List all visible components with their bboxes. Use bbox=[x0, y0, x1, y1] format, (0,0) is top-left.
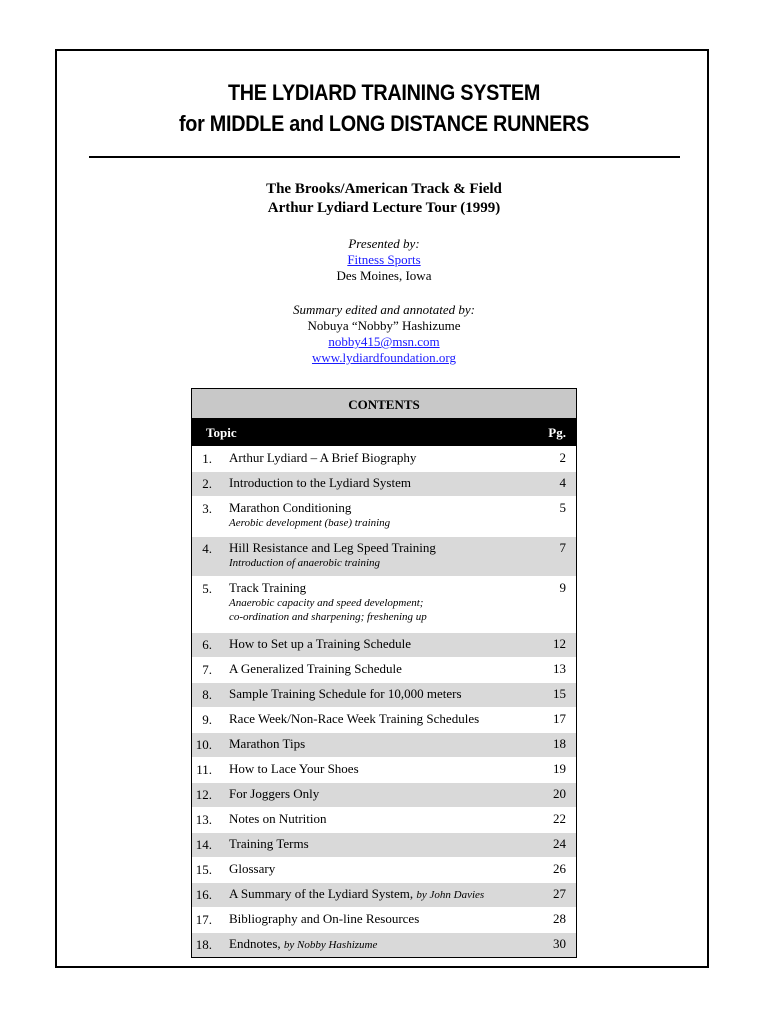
row-topic-text: A Summary of the Lydiard System, bbox=[229, 886, 414, 901]
page-column-header: Pg. bbox=[548, 425, 566, 440]
row-number: 12. bbox=[195, 787, 212, 802]
row-page-number: 22 bbox=[553, 811, 566, 826]
row-page-number: 20 bbox=[553, 786, 566, 801]
row-page-number: 15 bbox=[553, 686, 566, 701]
row-topic-text: Marathon Tips bbox=[229, 736, 306, 751]
row-topic bbox=[192, 933, 576, 956]
row-topic bbox=[192, 883, 576, 906]
row-topic bbox=[192, 472, 576, 494]
row-number: 11. bbox=[196, 762, 212, 777]
row-topic bbox=[192, 708, 576, 730]
row-topic bbox=[192, 577, 576, 627]
row-number: 5. bbox=[202, 581, 212, 596]
row-topic bbox=[192, 808, 576, 830]
row-page-number: 17 bbox=[553, 711, 566, 726]
row-author: by John Davies bbox=[416, 889, 485, 901]
row-topic bbox=[192, 833, 576, 855]
row-topic bbox=[192, 658, 576, 680]
summary-label: Summary edited and annotated by: bbox=[293, 302, 475, 317]
document-title bbox=[38, 77, 729, 139]
row-topic bbox=[192, 908, 576, 930]
presenter-block bbox=[0, 236, 768, 284]
subtitle-line-2: Arthur Lydiard Lecture Tour (1999) bbox=[267, 200, 501, 216]
table-row bbox=[192, 657, 576, 682]
table-row bbox=[192, 576, 576, 632]
row-number: 3. bbox=[202, 501, 212, 516]
row-page-number: 2 bbox=[559, 450, 566, 465]
row-topic-text: Marathon Conditioning bbox=[229, 500, 352, 515]
row-number: 2. bbox=[202, 476, 212, 491]
row-topic-text: Introduction to the Lydiard System bbox=[229, 475, 411, 490]
row-topic-text: A Generalized Training Schedule bbox=[229, 661, 402, 676]
row-number: 14. bbox=[195, 837, 212, 852]
table-row bbox=[192, 496, 576, 536]
table-row bbox=[192, 857, 576, 882]
row-topic bbox=[192, 858, 576, 880]
row-topic-text: Glossary bbox=[229, 861, 276, 876]
row-topic bbox=[192, 497, 576, 533]
row-number: 8. bbox=[202, 687, 212, 702]
contents-heading: CONTENTS bbox=[192, 389, 576, 419]
editor-email-link[interactable]: nobby415@msn.com bbox=[328, 334, 440, 349]
row-subtopic: Anaerobic capacity and speed development; bbox=[229, 597, 424, 609]
table-row bbox=[192, 932, 576, 957]
row-topic bbox=[192, 683, 576, 705]
row-number: 16. bbox=[195, 887, 212, 902]
editor-block bbox=[0, 302, 768, 366]
row-topic-text: Sample Training Schedule for 10,000 meters bbox=[229, 686, 462, 701]
row-topic bbox=[192, 758, 576, 780]
table-row bbox=[192, 782, 576, 807]
row-page-number: 19 bbox=[553, 761, 566, 776]
row-page-number: 4 bbox=[559, 475, 566, 490]
row-number: 4. bbox=[202, 541, 212, 556]
row-topic bbox=[192, 783, 576, 805]
table-row bbox=[192, 471, 576, 496]
row-topic-text: Endnotes, bbox=[229, 936, 281, 951]
row-number: 18. bbox=[195, 937, 212, 952]
topic-column-header: Topic bbox=[206, 425, 237, 440]
title-divider bbox=[89, 156, 680, 158]
table-row bbox=[192, 446, 576, 471]
table-row bbox=[192, 907, 576, 932]
row-subtopic: Introduction of anaerobic training bbox=[229, 557, 381, 569]
table-row bbox=[192, 707, 576, 732]
title-line-2: for MIDDLE and LONG DISTANCE RUNNERS bbox=[178, 111, 590, 136]
contents-column-headers bbox=[192, 419, 576, 446]
contents-rows bbox=[192, 446, 576, 957]
row-number: 7. bbox=[202, 662, 212, 677]
row-topic-text: Track Training bbox=[229, 580, 307, 595]
row-topic-text: For Joggers Only bbox=[229, 786, 320, 801]
table-row bbox=[192, 732, 576, 757]
table-row bbox=[192, 807, 576, 832]
row-page-number: 28 bbox=[553, 911, 566, 926]
row-number: 9. bbox=[202, 712, 212, 727]
row-page-number: 7 bbox=[559, 540, 566, 555]
editor-website-link[interactable]: www.lydiardfoundation.org bbox=[311, 350, 457, 365]
row-topic-text: How to Set up a Training Schedule bbox=[229, 636, 411, 651]
row-topic bbox=[192, 633, 576, 655]
presenter-location: Des Moines, Iowa bbox=[336, 268, 432, 283]
table-row bbox=[192, 757, 576, 782]
row-topic-text: Arthur Lydiard – A Brief Biography bbox=[229, 450, 417, 465]
presenter-link[interactable]: Fitness Sports bbox=[347, 252, 421, 267]
row-page-number: 18 bbox=[553, 736, 566, 751]
row-topic-text: Notes on Nutrition bbox=[229, 811, 327, 826]
row-author: by Nobby Hashizume bbox=[283, 939, 378, 951]
row-number: 10. bbox=[195, 737, 212, 752]
row-page-number: 12 bbox=[553, 636, 566, 651]
row-topic-text: Training Terms bbox=[229, 836, 309, 851]
row-topic-text: Race Week/Non-Race Week Training Schedules bbox=[229, 711, 480, 726]
row-page-number: 27 bbox=[553, 886, 566, 901]
row-topic bbox=[192, 537, 576, 573]
row-topic-text: Bibliography and On-line Resources bbox=[229, 911, 420, 926]
row-page-number: 26 bbox=[553, 861, 566, 876]
row-topic-text: How to Lace Your Shoes bbox=[229, 761, 359, 776]
row-page-number: 24 bbox=[553, 836, 566, 851]
row-topic bbox=[192, 447, 576, 469]
row-page-number: 9 bbox=[559, 580, 566, 595]
title-line-1: THE LYDIARD TRAINING SYSTEM bbox=[227, 80, 541, 105]
table-row bbox=[192, 682, 576, 707]
row-number: 6. bbox=[202, 637, 212, 652]
contents-table bbox=[191, 388, 577, 958]
row-page-number: 5 bbox=[559, 500, 566, 515]
presented-by-label: Presented by: bbox=[348, 236, 420, 251]
table-row bbox=[192, 832, 576, 857]
row-topic bbox=[192, 733, 576, 755]
table-row bbox=[192, 632, 576, 657]
table-row bbox=[192, 882, 576, 907]
row-subtopic: co-ordination and sharpening; freshening up bbox=[229, 611, 427, 623]
row-number: 1. bbox=[202, 451, 212, 466]
row-subtopic: Aerobic development (base) training bbox=[229, 517, 391, 529]
row-number: 17. bbox=[195, 912, 212, 927]
row-page-number: 30 bbox=[553, 936, 566, 951]
table-row bbox=[192, 536, 576, 576]
row-number: 15. bbox=[195, 862, 212, 877]
row-page-number: 13 bbox=[553, 661, 566, 676]
editor-name: Nobuya “Nobby” Hashizume bbox=[307, 318, 461, 333]
subtitle-line-1: The Brooks/American Track & Field bbox=[266, 181, 502, 197]
row-topic-text: Hill Resistance and Leg Speed Training bbox=[229, 540, 436, 555]
lecture-subtitle bbox=[0, 180, 768, 218]
row-number: 13. bbox=[195, 812, 212, 827]
